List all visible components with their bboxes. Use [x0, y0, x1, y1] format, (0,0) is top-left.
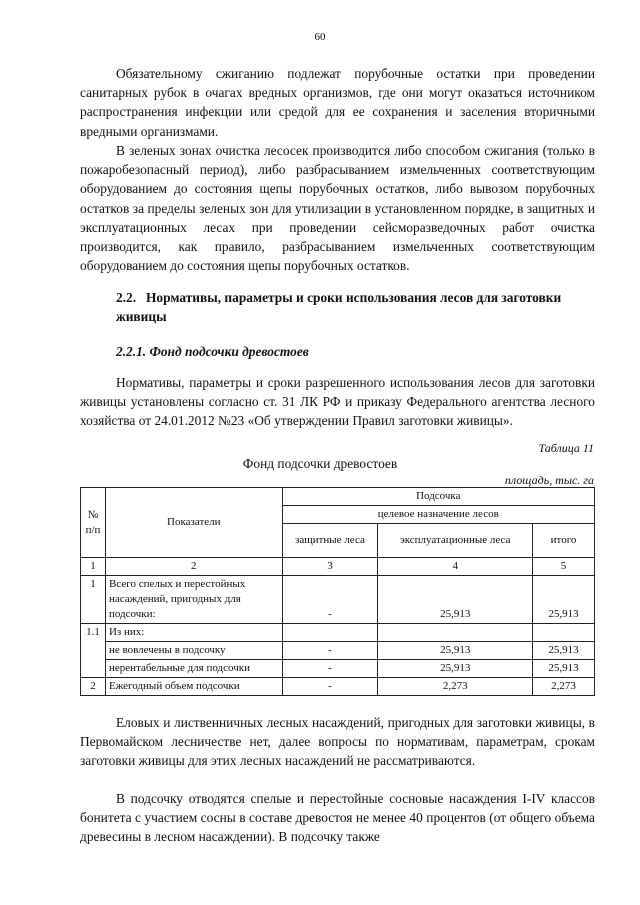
table-row — [81, 642, 595, 660]
forest-tapping-table — [80, 487, 595, 696]
table-units: площадь, тыс. га — [504, 473, 594, 487]
row-label: нерентабельные для подсочки — [105, 660, 282, 678]
table-title: Фонд подсочки древостоев — [242, 456, 398, 471]
col-number: 5 — [533, 558, 595, 576]
closing-paragraph-1: Еловых и лиственничных лесных насаждений, пригодных для заготовки живицы, в Первомайском лесничестве нет, далее вопросы по нормативам, параметрам, срокам заготовки живицы для этих лесных насаждений не рассматриваются. — [80, 715, 595, 769]
row-label: Всего спелых и перестойных насаждений, пригодных для подсочки: — [105, 576, 282, 624]
row-operational: 25,913 — [378, 576, 533, 624]
row-protective: - — [282, 642, 378, 660]
header-operational: эксплуатационные леса — [378, 524, 533, 558]
row-num: 1.1 — [81, 624, 106, 642]
header-indicator: Показатели — [105, 488, 282, 558]
row-label: Ежегодный объем подсочки — [105, 678, 282, 696]
header-total: итого — [533, 524, 595, 558]
row-label: не вовлечены в подсочку — [105, 642, 282, 660]
col-number: 1 — [81, 558, 106, 576]
row-total: 25,913 — [533, 576, 595, 624]
page-number: 60 — [314, 31, 326, 43]
row-label: Из них: — [105, 624, 282, 642]
row-operational: 25,913 — [378, 660, 533, 678]
header-num: № п/п — [81, 488, 106, 558]
row-num: 2 — [81, 678, 106, 696]
row-total: 25,913 — [533, 642, 595, 660]
header-group: Подсочка — [282, 488, 594, 506]
row-protective — [282, 624, 378, 642]
row-protective: - — [282, 678, 378, 696]
row-operational — [378, 624, 533, 642]
paragraph-1: Обязательному сжиганию подлежат порубочные остатки при проведении санитарных рубок в очагах вредных организмов, где они могут оказаться источником распространения инфекции или средой для ее сохранения и заселения вторичными вредными организмами. — [80, 66, 595, 139]
table-label: Таблица 11 — [538, 441, 594, 455]
row-num: 1 — [81, 576, 106, 624]
header-subgroup: целевое назначение лесов — [282, 506, 594, 524]
row-total: 25,913 — [533, 660, 595, 678]
paragraph-2: В зеленых зонах очистка лесосек производится либо способом сжигания (только в пожаробезопасный период), либо разбрасыванием измельченных соответствующим оборудованием до состояния щепы порубочных остатков, либо вывозом порубочных остатков за пределы зеленых зон для утилизации в установленном порядке, в защитных и эксплуатационных лесах при проведении сейсморазведочных работ очистка производится, как правило, разбрасыванием измельченных соответствующим оборудованием до состояния щепы порубочных остатков. — [80, 143, 595, 274]
table-row — [81, 660, 595, 678]
col-number: 2 — [105, 558, 282, 576]
row-total: 2,273 — [533, 678, 595, 696]
section-title: Нормативы, параметры и сроки использования лесов для заготовки живицы — [116, 290, 562, 324]
table-row — [81, 576, 595, 624]
section-number: 2.2. — [116, 290, 137, 305]
row-num — [81, 660, 106, 678]
row-total — [533, 624, 595, 642]
col-number: 4 — [378, 558, 533, 576]
table-row — [81, 624, 595, 642]
table-row — [81, 678, 595, 696]
header-protective: защитные леса — [282, 524, 378, 558]
intro-paragraph: Нормативы, параметры и сроки разрешенного использования лесов для заготовки живицы установлены согласно ст. 31 ЛК РФ и приказу Федерального агентства лесного хозяйства от 24.01.2012 №23 «Об утверждении Правил заготовки живицы». — [80, 375, 595, 429]
section-heading — [116, 288, 595, 326]
row-operational: 25,913 — [378, 642, 533, 660]
row-protective: - — [282, 660, 378, 678]
closing-paragraph-2: В подсочку отводятся спелые и перестойные сосновые насаждения I-IV классов бонитета с участием сосны в составе древостоя не менее 40 процентов (от общего объема древесины в лесном насаждении). В подсочку также — [80, 791, 595, 845]
row-protective: - — [282, 576, 378, 624]
row-operational: 2,273 — [378, 678, 533, 696]
row-num — [81, 642, 106, 660]
col-number: 3 — [282, 558, 378, 576]
subsection-heading: 2.2.1. Фонд подсочки древостоев — [116, 344, 309, 359]
